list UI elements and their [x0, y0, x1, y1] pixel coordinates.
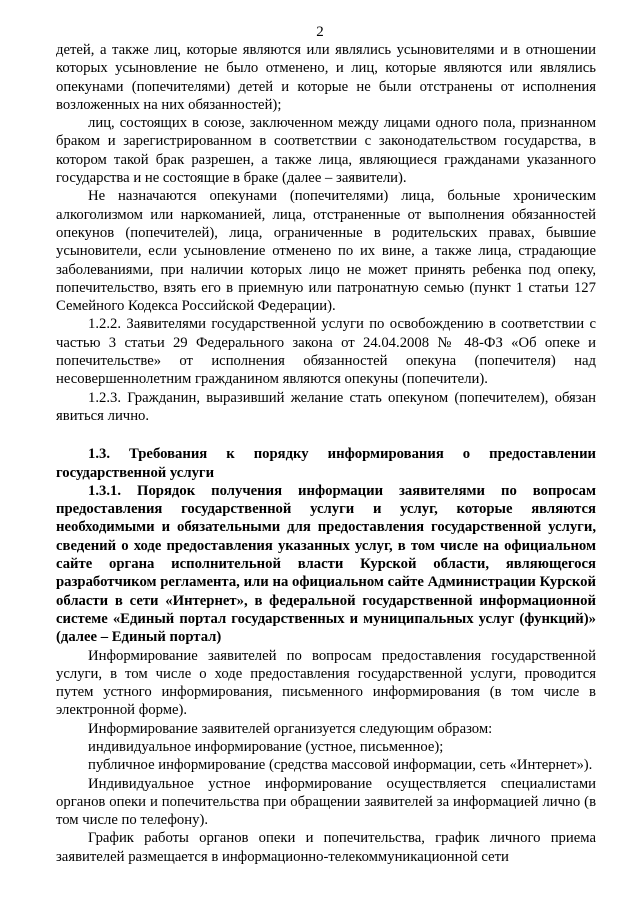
- paragraph-individual-informing: индивидуальное информирование (устное, письменное);: [88, 738, 444, 755]
- paragraph-informing-methods: Информирование заявителей по вопросам предоставления государственной услуги, в том числе о ходе предоставления государственной услуги, проводится путем устного информирования, письменного информирования (в том числе в электронной форме).: [56, 647, 596, 719]
- section-spacer: [56, 425, 596, 445]
- paragraph-1-2-2: 1.2.2. Заявителями государственной услуги по освобождению в соответствии с частью 3 статьи 29 Федерального закона от 24.04.2008 № 48-ФЗ «Об опеке и попечительстве» от исполнения обязанностей опекуна (попечителя) над несовершеннолетним гражданином являются опекуны (попечители).: [56, 316, 596, 388]
- paragraph-oral-informing: Индивидуальное устное информирование осуществляется специалистами органов опеки и попечительства при обращении заявителей за информацией лично (в том числе по телефону).: [56, 775, 596, 829]
- paragraph-informing-organized: Информирование заявителей организуется следующим образом:: [88, 720, 493, 737]
- paragraph-schedule: График работы органов опеки и попечительства, график личного приема заявителей размещается в информационно-телекоммуникационной сети: [56, 830, 596, 865]
- document-body: [56, 41, 596, 866]
- paragraph-continuation: детей, а также лиц, которые являются или являлись усыновителями и в отношении которых усыновление не было отменено, и лиц, которые являются или являлись опекунами (попечителями) детей и которые не были отстранены от исполнения возложенных на них обязанностей);: [56, 42, 596, 113]
- paragraph-same-sex-union: лиц, состоящих в союзе, заключенном между лицами одного пола, признанном браком и зарегистрированном в соответствии с законодательством государства, в котором такой брак разрешен, а также лица, являющиеся гражданами указанного государства и не состоящие в браке (далее – заявители).: [56, 115, 596, 187]
- paragraph-public-informing: публичное информирование (средства массовой информации, сеть «Интернет»).: [88, 757, 593, 774]
- paragraph-not-appointed: Не назначаются опекунами (попечителями) лица, больные хроническим алкоголизмом или наркоманией, лица, отстраненные от выполнения обязанностей опекунов (попечителей), лица, ограниченные в родительских правах, бывшие усыновители, если усыновление отменено по их вине, а также лица, страдающие заболеваниями, при наличии которых лицо не может принять ребенка под опеку, попечительство, взять его в приемную или патронатную семью (пункт 1 статьи 127 Семейного Кодекса Российской Федерации).: [56, 188, 596, 315]
- page-number: 2: [316, 24, 324, 40]
- paragraph-1-2-3: 1.2.3. Гражданин, выразивший желание стать опекуном (попечителем), обязан явиться лично.: [56, 389, 596, 424]
- subsection-heading-1-3-1: 1.3.1. Порядок получения информации заявителями по вопросам предоставления государственной услуги и услуг, которые являются необходимыми и обязательными для предоставления государственной услуги, сведений о ходе предоставления указанных услуг, в том числе на официальном сайте органа исполнительной власти Курской области, являющегося разработчиком регламента, или на официальном сайте Администрации Курской области в сети «Интернет», в федеральной государственной информационной системе «Единый портал государственных и муниципальных услуг (функций)» (далее – Единый портал): [56, 482, 596, 646]
- section-heading-1-3: 1.3. Требования к порядку информирования о предоставлении государственной услуги: [56, 446, 596, 481]
